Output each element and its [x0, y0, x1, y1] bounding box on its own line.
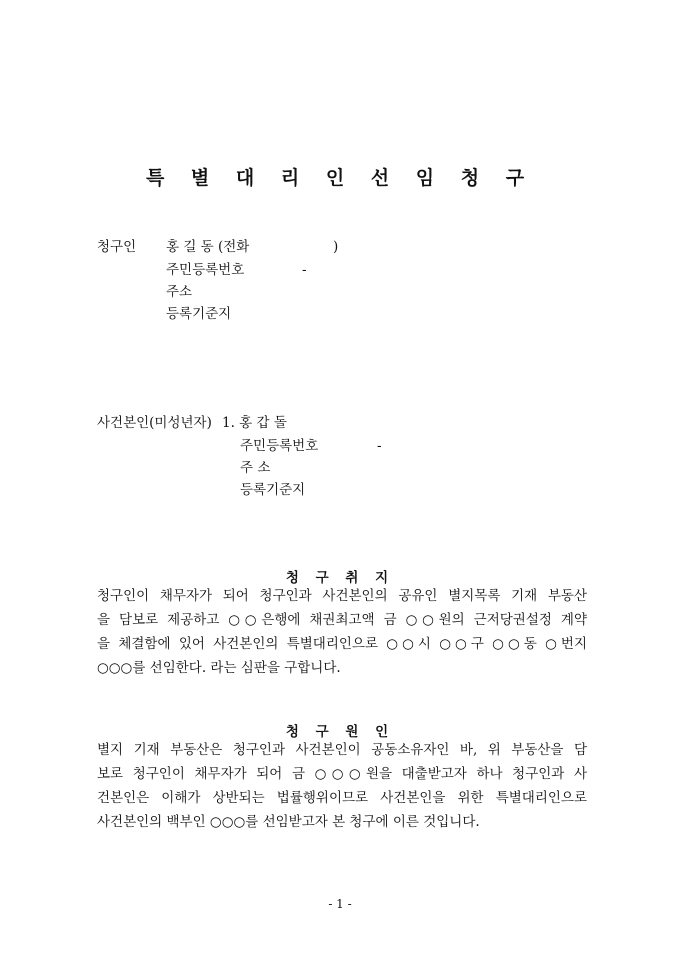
purpose-line: 을 체결함에 있어 사건본인의 특별대리인으로 ○○시 ○○구 ○○동 ○번지: [97, 636, 587, 652]
cause-line: 건본인은 이해가 상반되는 법률행위이므로 사건본인을 위한 특별대리인으로: [97, 790, 587, 806]
document-title: 특 별 대 리 인 선 임 청 구: [145, 167, 535, 189]
purpose-line: ○○○를 선임한다. 라는 심판을 구합니다.: [97, 660, 341, 676]
cause-paragraph: [97, 738, 587, 834]
principal-registry-label: 등록기준지: [240, 482, 306, 498]
claimant-registry-label: 등록기준지: [166, 306, 232, 322]
purpose-line: 을 담보로 제공하고 ○○은행에 채권최고액 금 ○○원의 근저당권설정 계약: [97, 612, 587, 628]
cause-heading: 청 구 원 인: [285, 724, 395, 740]
cause-line: 보로 청구인이 채무자가 되어 금 ○○○원을 대출받고자 하나 청구인과 사: [97, 766, 587, 782]
cause-line: 별지 기재 부동산은 청구인과 사건본인이 공동소유자인 바, 위 부동산을 담: [97, 742, 587, 758]
page-number: - 1 -: [328, 897, 352, 911]
purpose-paragraph: [97, 584, 587, 680]
principal-rrn-label: 주민등록번호: [240, 438, 319, 454]
principal-rrn-dash: -: [377, 438, 382, 454]
claimant-address-label: 주소: [166, 284, 193, 300]
cause-line: 사건본인의 백부인 ○○○를 선임받고자 본 청구에 이른 것입니다.: [97, 814, 480, 830]
purpose-heading: 청 구 취 지: [285, 570, 395, 586]
claimant-label: 청구인: [97, 239, 137, 255]
claimant-phone-close: ): [333, 239, 339, 255]
claimant-name: 홍 길 동 (전화: [166, 239, 250, 255]
claimant-rrn-label: 주민등록번호: [166, 262, 245, 278]
principal-address-label: 주 소: [240, 460, 271, 476]
principal-name: 1. 홍 갑 돌: [222, 415, 287, 431]
purpose-line: 청구인이 채무자가 되어 청구인과 사건본인의 공유인 별지목록 기재 부동산: [97, 588, 587, 604]
claimant-rrn-dash: -: [302, 262, 307, 278]
principal-label: 사건본인(미성년자): [97, 415, 212, 431]
